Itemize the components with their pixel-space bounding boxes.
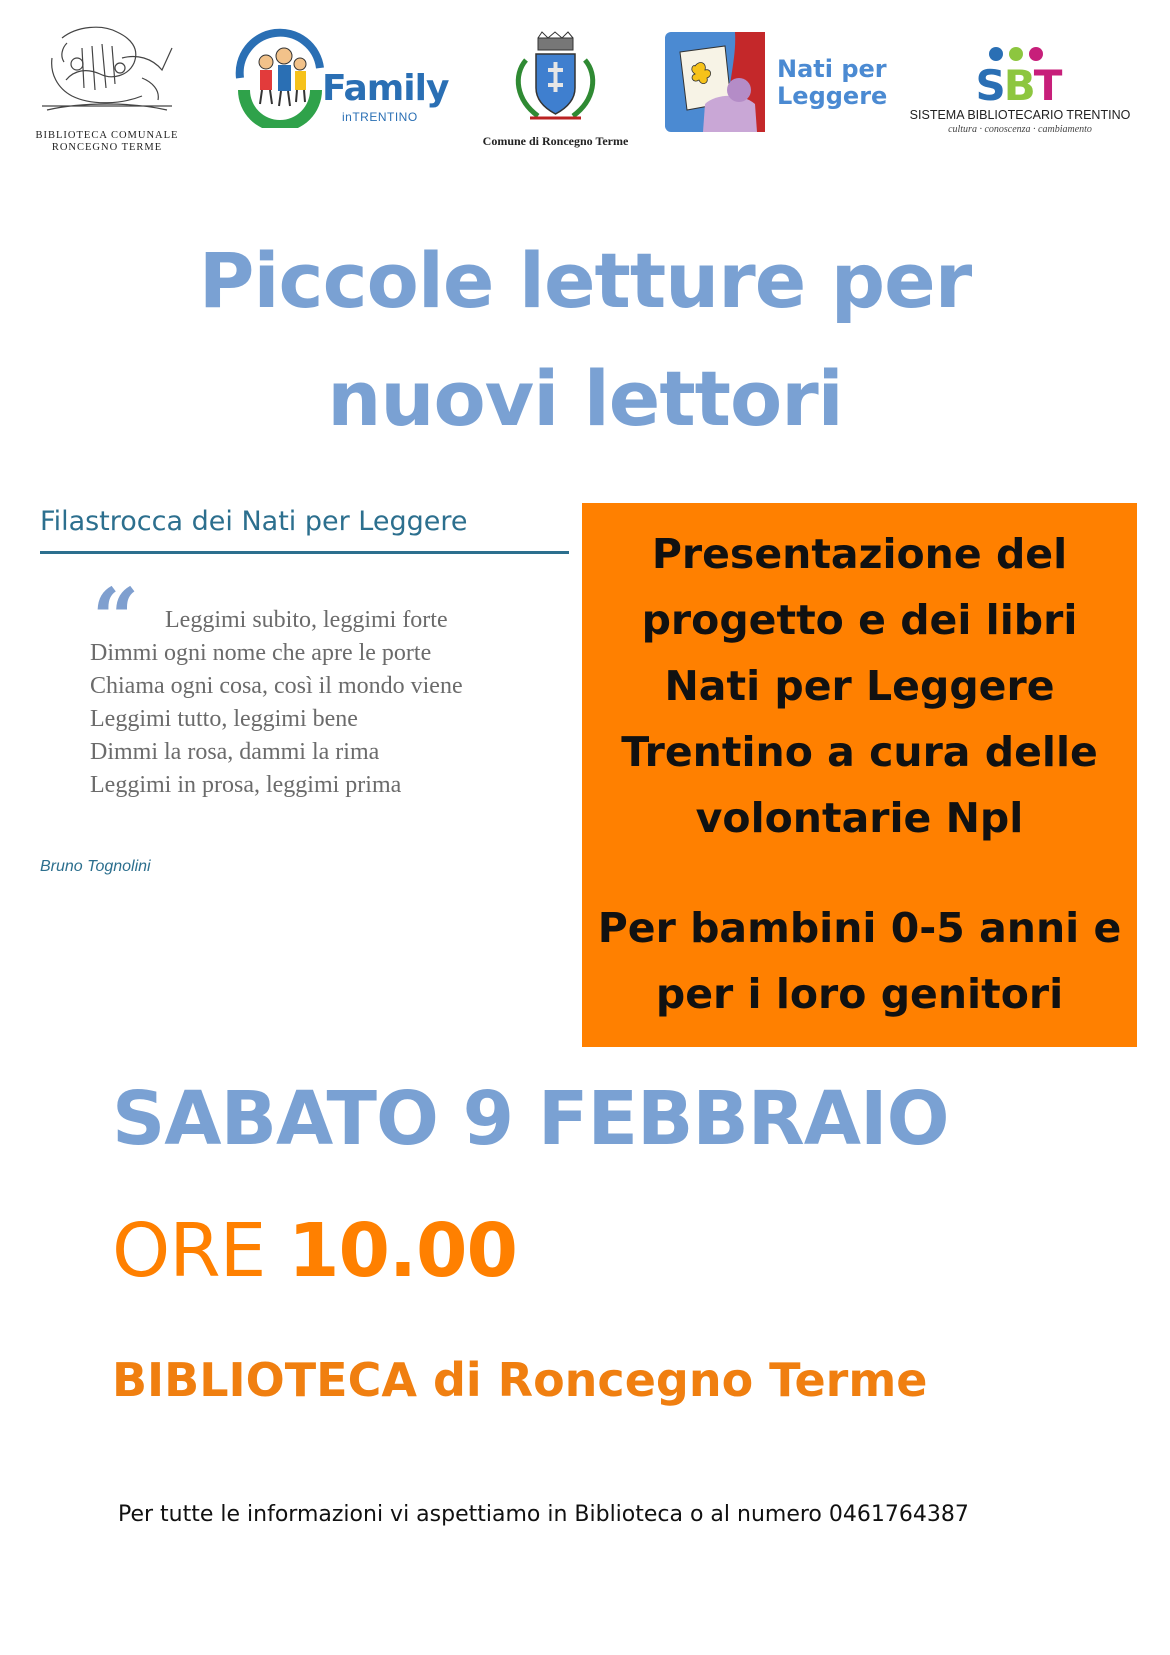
event-time bbox=[112, 1208, 517, 1294]
sistema-bibliotecario-logo bbox=[900, 30, 1140, 145]
poem-text bbox=[90, 604, 463, 802]
event-place: BIBLIOTECA di Roncegno Terme bbox=[112, 1353, 928, 1407]
title-line-2: nuovi lettori bbox=[327, 354, 843, 443]
poem-line: Chiama ogni cosa, così il mondo viene bbox=[90, 673, 463, 699]
poem-line: Leggimi in prosa, leggimi prima bbox=[90, 772, 402, 798]
poster-title bbox=[0, 222, 1170, 458]
event-date: SABATO 9 FEBBRAIO bbox=[112, 1076, 949, 1162]
nati-per-leggere-logo bbox=[665, 32, 888, 137]
time-value: 10.00 bbox=[287, 1208, 518, 1294]
coat-of-arms-icon bbox=[468, 30, 643, 130]
family-subtitle: inTRENTINO bbox=[342, 110, 418, 124]
poem-author: Bruno Tognolini bbox=[40, 858, 151, 875]
sbt-tagline: cultura · conoscenza · cambiamento bbox=[948, 124, 1092, 135]
family-icon bbox=[230, 28, 330, 128]
poem-line: Leggimi subito, leggimi forte bbox=[165, 607, 448, 633]
time-label: ORE bbox=[112, 1208, 266, 1294]
biblioteca-caption: BIBLIOTECA COMUNALE RONCEGNO TERME bbox=[35, 130, 179, 153]
npl-wordmark: Nati per Leggere bbox=[777, 55, 888, 110]
poem-divider bbox=[40, 551, 569, 554]
poem-line: Leggimi tutto, leggimi bene bbox=[90, 706, 358, 732]
quote-mark-icon: “ bbox=[92, 571, 140, 667]
sbt-letters-icon bbox=[900, 30, 1140, 106]
book-sketch-icon bbox=[22, 18, 192, 128]
presentation-box bbox=[582, 503, 1137, 1047]
family-in-trentino-logo bbox=[230, 28, 449, 133]
audience-text: Per bambini 0-5 anni e per i loro genitori bbox=[597, 904, 1122, 1018]
poem-line: Dimmi la rosa, dammi la rima bbox=[90, 739, 380, 765]
poem-heading: Filastrocca dei Nati per Leggere bbox=[40, 506, 468, 537]
family-wordmark: Family bbox=[322, 68, 449, 109]
comune-caption: Comune di Roncegno Terme bbox=[482, 134, 629, 148]
poem-line: Dimmi ogni nome che apre le porte bbox=[90, 640, 432, 666]
child-reading-icon bbox=[665, 32, 765, 132]
presentation-text: Presentazione del progetto e dei libri Nati per Leggere Trentino a cura delle volontarie Npl bbox=[621, 530, 1098, 842]
comune-logo bbox=[468, 30, 643, 155]
biblioteca-logo bbox=[22, 18, 192, 163]
contact-info: Per tutte le informazioni vi aspettiamo in Biblioteca o al numero 0461764387 bbox=[118, 1502, 969, 1527]
title-line-1: Piccole letture per bbox=[198, 236, 972, 325]
svg-text:SBT: SBT bbox=[975, 61, 1061, 106]
sbt-name: SISTEMA BIBLIOTECARIO TRENTINO bbox=[909, 108, 1131, 122]
